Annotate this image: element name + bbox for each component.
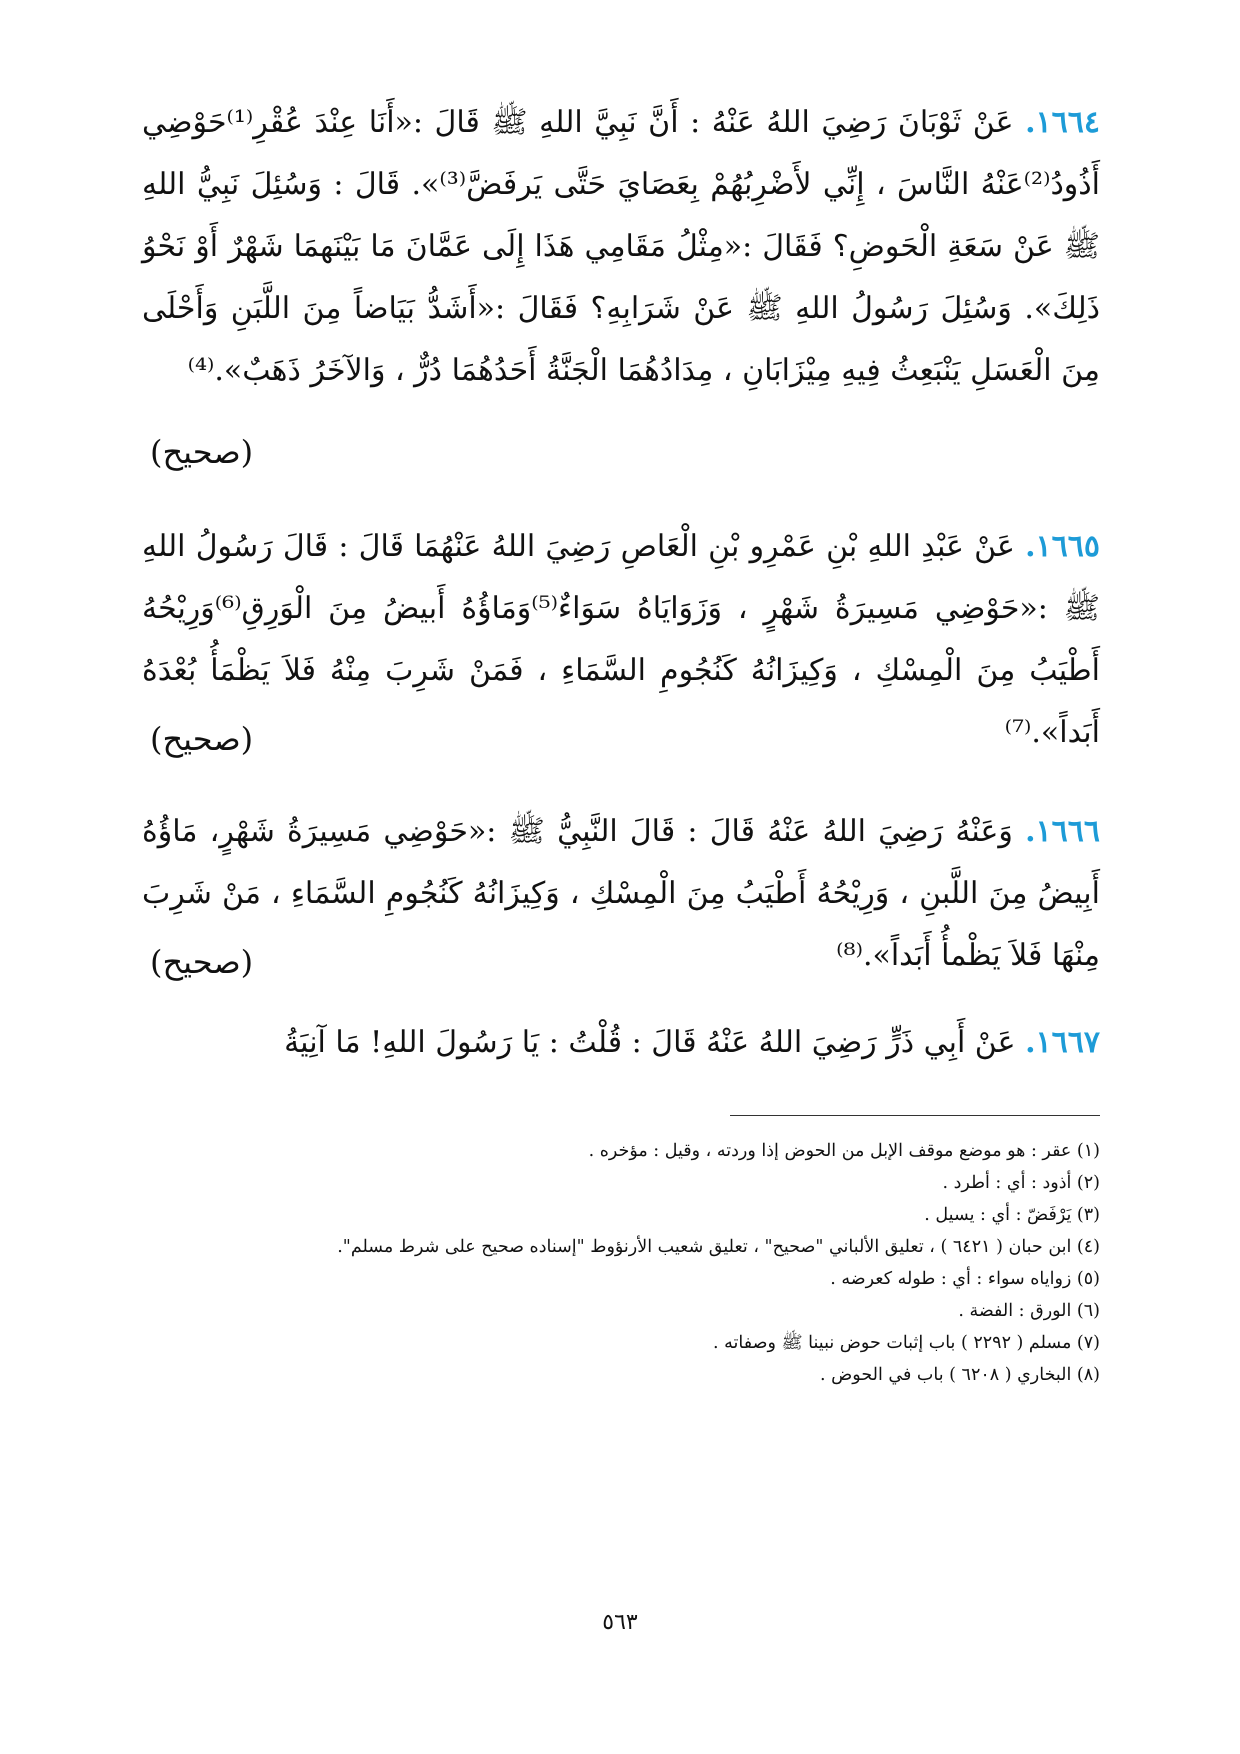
hadith-text: عَنْ أَبِي ذَرٍّ رَضِيَ اللهُ عَنْهُ قَالَ : قُلْتُ : يَا رَسُولَ اللهِ! مَا آنِيَةُ: [284, 1025, 1026, 1060]
hadith-1666: [142, 801, 1100, 987]
hadith-text: وَعَنْهُ رَضِيَ اللهُ عَنْهُ قَالَ : قَالَ النَّبِيُّ ﷺ :«حَوْضِي مَسِيرَةُ شَهْرٍ، مَاؤُهُ أَبِيضُ مِنَ اللَّبنِ ، وَرِيْحُهُ أَطْيَبُ مِنَ الْمِسْكِ ، وَكِيزَانُهُ كَنُجُومِ السَّمَاءِ ، مَنْ شَرِبَ مِنْهَا فَلاَ يَظْمأُ أَبَداً».⁽⁸⁾: [142, 814, 1100, 973]
hadith-text: عَنْ عَبْدِ اللهِ بْنِ عَمْرِو بْنِ الْعَاصِ رَضِيَ اللهُ عَنْهُمَا قَالَ : قَالَ رَسُولُ اللهِ ﷺ :«حَوْضِي مَسِيرَةُ شَهْرٍ ، وَزَوَايَاهُ سَوَاءٌ⁽⁵⁾وَمَاؤُهُ أَبيضُ مِنَ الْوَرِقِ⁽⁶⁾وَرِيْحُهُ أَطْيَبُ مِنَ الْمِسْكِ ، وَكِيزَانُهُ كَنُجُومِ السَّمَاءِ ، فَمَنْ شَرِبَ مِنْهُ فَلاَ يَظْمَأُ بُعْدَهُ أَبَداً».⁽⁷⁾: [142, 529, 1100, 750]
hadith-text: عَنْ ثَوْبَانَ رَضِيَ اللهُ عَنْهُ : أَنَّ نَبِيَّ اللهِ ﷺ قَالَ :«أَنَا عِنْدَ عُقْرِ⁽¹⁾حَوْضِي أَذُودُ⁽²⁾عَنْهُ النَّاسَ ، إِنِّي لأَضْرِبُهُمْ بِعَصَايَ حَتَّى يَرفَضَّ⁽³⁾». قَالَ : وَسُئِلَ نَبِيُّ اللهِ ﷺ عَنْ سَعَةِ الْحَوضِ؟ فَقَالَ :«مِثْلُ مَقَامِي هَذَا إِلَى عَمَّانَ مَا بَيْنَهمَا شَهْرٌ أَوْ نَحْوُ ذَلِكَ». وَسُئِلَ رَسُولُ اللهِ ﷺ عَنْ شَرَابِهِ؟ فَقَالَ :«أَشَدُّ بَيَاضاً مِنَ اللَّبَنِ وَأَحْلَى مِنَ الْعَسَلِ يَنْبَعِثُ فِيهِ مِيْزَابَانِ ، مِدَادُهُمَا الْجَنَّةُ أَحَدُهُمَا دُرٌّ ، وَالآخَرُ ذَهَبٌ».⁽⁴⁾: [142, 105, 1100, 388]
footnotes: [142, 1135, 1100, 1391]
footnote: (١) عقر : هو موضع موقف الإبل من الحوض إذا وردته ، وقيل : مؤخره .: [588, 1141, 1100, 1161]
hadith-1665: [142, 516, 1100, 764]
grade-label: (صحيح): [150, 720, 254, 758]
grade-label: (صحيح): [150, 433, 254, 471]
footnote: (٤) ابن حبان ( ٦٤٢١ ) ، تعليق الألباني "صحيح" ، تعليق شعيب الأرنؤوط "إسناده صحيح على شرط مسلم".: [337, 1237, 1100, 1257]
footnote: (٣) يَرْفَضّ : أي : يسيل .: [924, 1205, 1100, 1225]
hadith-number: ١٦٦٦.: [1025, 814, 1100, 849]
footnote: (٧) مسلم ( ٢٢٩٢ ) باب إثبات حوض نبينا ﷺ وصفاته .: [713, 1333, 1100, 1353]
footnote: (٢) أذود : أي : أطرد .: [942, 1173, 1100, 1193]
footnote: (٨) البخاري ( ٦٢٠٨ ) باب في الحوض .: [820, 1365, 1100, 1385]
footnote: (٥) زواياه سواء : أي : طوله كعرضه .: [830, 1269, 1100, 1289]
footnote: (٦) الورق : الفضة .: [958, 1301, 1100, 1321]
grade-label: (صحيح): [150, 943, 254, 981]
hadith-number: ١٦٦٥.: [1025, 529, 1100, 564]
hadith-number: ١٦٦٤.: [1025, 105, 1100, 140]
footnote-divider: [730, 1115, 1100, 1116]
page-number: ٥٦٣: [602, 1610, 638, 1635]
hadith-1667: [142, 1012, 1100, 1074]
hadith-number: ١٦٦٧.: [1025, 1025, 1100, 1060]
hadith-1664: [142, 92, 1100, 402]
